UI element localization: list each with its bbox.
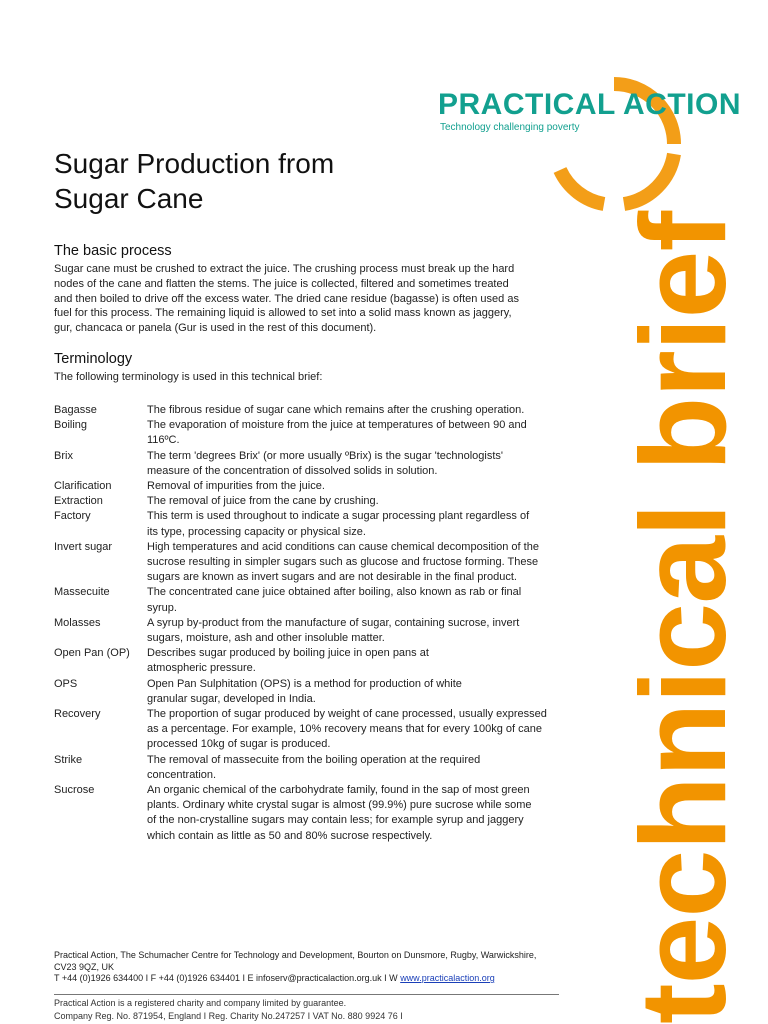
paragraph-line: fuel for this process. The remaining liquid is allowed to set into a solid mass known as jaggery, <box>54 307 512 320</box>
definition-line: The concentrated cane juice obtained after boiling, also known as rab or final <box>147 586 522 599</box>
definition-line: Open Pan Sulphitation (OPS) is a method for production of white <box>147 677 462 690</box>
term-definition <box>147 418 614 448</box>
term-row <box>54 418 614 448</box>
technical-brief-vertical-label: technical brief <box>615 211 751 1024</box>
definition-line: Describes sugar produced by boiling juice in open pans at <box>147 647 429 660</box>
definition-line: 116ºC. <box>147 434 180 447</box>
term-definition <box>147 707 614 753</box>
term-row <box>54 753 614 783</box>
term-row <box>54 707 614 753</box>
term-definition <box>147 585 614 615</box>
website-link[interactable]: www.practicalaction.org <box>400 973 495 983</box>
definition-line: processed 10kg of sugar is produced. <box>147 738 331 751</box>
paragraph-line: gur, chancaca or panela (Gur is used in the rest of this document). <box>54 322 377 335</box>
legal-line-1: Practical Action is a registered charity and company limited by guarantee. <box>54 998 347 1008</box>
paragraph-line: nodes of the cane and flatten the stems. The juice is collected, filtered and sometimes treated <box>54 277 509 290</box>
paragraph-line: and then boiled to drive off the excess water. The dried cane residue (bagasse) is often used as <box>54 292 519 305</box>
definition-line: syrup. <box>147 601 177 614</box>
term-name: Recovery <box>54 708 101 721</box>
definition-line: A syrup by-product from the manufacture of sugar, containing sucrose, invert <box>147 616 520 629</box>
definition-line: The removal of massecuite from the boiling operation at the required <box>147 753 481 766</box>
term-definition <box>147 783 614 844</box>
basic-process-heading: The basic process <box>54 243 172 259</box>
term-name: Extraction <box>54 495 103 508</box>
definition-line: as a percentage. For example, 10% recovery means that for every 100kg of cane <box>147 723 542 736</box>
term-definition <box>147 509 614 539</box>
term-name: Open Pan (OP) <box>54 647 130 660</box>
term-name: OPS <box>54 677 78 690</box>
terminology-list <box>54 403 614 844</box>
legal-line-2: Company Reg. No. 871954, England I Reg. Charity No.247257 I VAT No. 880 9924 76 I <box>54 1011 403 1021</box>
contact-details: T +44 (0)1926 634400 I F +44 (0)1926 634401 I E infoserv@practicalaction.org.uk I W <box>54 973 398 983</box>
term-name: Brix <box>54 449 73 462</box>
term-definition <box>147 449 614 479</box>
definition-line: This term is used throughout to indicate a sugar processing plant regardless of <box>147 510 530 523</box>
term-name: Molasses <box>54 616 101 629</box>
definition-line: The evaporation of moisture from the juice at temperatures of between 90 and <box>147 419 527 432</box>
footer-divider <box>54 994 559 995</box>
term-row <box>54 509 614 539</box>
definition-line: The term 'degrees Brix' (or more usually ºBrix) is the sugar 'technologists' <box>147 449 503 462</box>
term-row <box>54 585 614 615</box>
definition-line: sucrose resulting in simpler sugars such as glucose and fructose forming. These <box>147 556 539 569</box>
definition-line: The removal of juice from the cane by crushing. <box>147 495 379 508</box>
term-definition <box>147 540 614 586</box>
address-line-2: CV23 9QZ, UK <box>54 961 115 972</box>
address-line-1: Practical Action, The Schumacher Centre for Technology and Development, Bourton on Dunsmore, Rugby, Warwickshire, <box>54 950 537 960</box>
definition-line: measure of the concentration of dissolved solids in solution. <box>147 464 438 477</box>
term-definition <box>147 646 614 676</box>
document-title <box>54 146 334 216</box>
terminology-intro: The following terminology is used in this technical brief: <box>54 371 323 383</box>
definition-line: The proportion of sugar produced by weight of cane processed, usually expressed <box>147 708 547 721</box>
definition-line: atmospheric pressure. <box>147 662 256 675</box>
term-definition <box>147 494 614 509</box>
term-row <box>54 403 614 418</box>
term-name: Clarification <box>54 480 112 493</box>
term-row <box>54 783 614 844</box>
basic-process-paragraph <box>54 262 599 336</box>
term-row <box>54 494 614 509</box>
title-line-2: Sugar Cane <box>54 183 204 214</box>
term-name: Massecuite <box>54 586 110 599</box>
definition-line: The fibrous residue of sugar cane which remains after the crushing operation. <box>147 404 525 416</box>
brand-logo-text: PRACTICAL ACTION <box>438 88 741 121</box>
footer-address <box>54 950 594 985</box>
definition-line: An organic chemical of the carbohydrate family, found in the sap of most green <box>147 784 530 797</box>
term-name: Boiling <box>54 419 88 432</box>
term-name: Sucrose <box>54 784 95 797</box>
term-row <box>54 479 614 494</box>
term-row <box>54 677 614 707</box>
definition-line: plants. Ordinary white crystal sugar is almost (99.9%) pure sucrose while some <box>147 799 532 812</box>
term-row <box>54 616 614 646</box>
contact-line <box>54 973 594 985</box>
term-name: Invert sugar <box>54 540 113 553</box>
brand-tagline: Technology challenging poverty <box>440 122 580 133</box>
definition-line: its type, processing capacity or physical size. <box>147 525 366 538</box>
term-definition <box>147 479 614 494</box>
term-definition <box>147 677 614 707</box>
term-definition <box>147 616 614 646</box>
term-row <box>54 449 614 479</box>
title-line-1: Sugar Production from <box>54 148 335 179</box>
definition-line: concentration. <box>147 768 217 781</box>
term-definition <box>147 403 614 418</box>
term-definition <box>147 753 614 783</box>
definition-line: High temperatures and acid conditions can cause chemical decomposition of the <box>147 540 539 553</box>
footer-legal <box>54 997 403 1023</box>
definition-line: sugars are known as invert sugars and are not desirable in the final product. <box>147 571 517 584</box>
definition-line: which contain as little as 50 and 80% sucrose respectively. <box>147 829 433 842</box>
term-name: Strike <box>54 753 83 766</box>
definition-line: Removal of impurities from the juice. <box>147 480 325 493</box>
term-name: Bagasse <box>54 404 97 416</box>
paragraph-line: Sugar cane must be crushed to extract the juice. The crushing process must break up the hard <box>54 263 515 275</box>
definition-line: of the non-crystalline sugars may contain less; for example syrup and jaggery <box>147 814 524 827</box>
definition-line: granular sugar, developed in India. <box>147 692 316 705</box>
term-name: Factory <box>54 510 91 523</box>
definition-line: sugars, moisture, ash and other insoluble matter. <box>147 632 385 645</box>
terminology-heading: Terminology <box>54 351 133 367</box>
term-row <box>54 540 614 586</box>
term-row <box>54 646 614 676</box>
